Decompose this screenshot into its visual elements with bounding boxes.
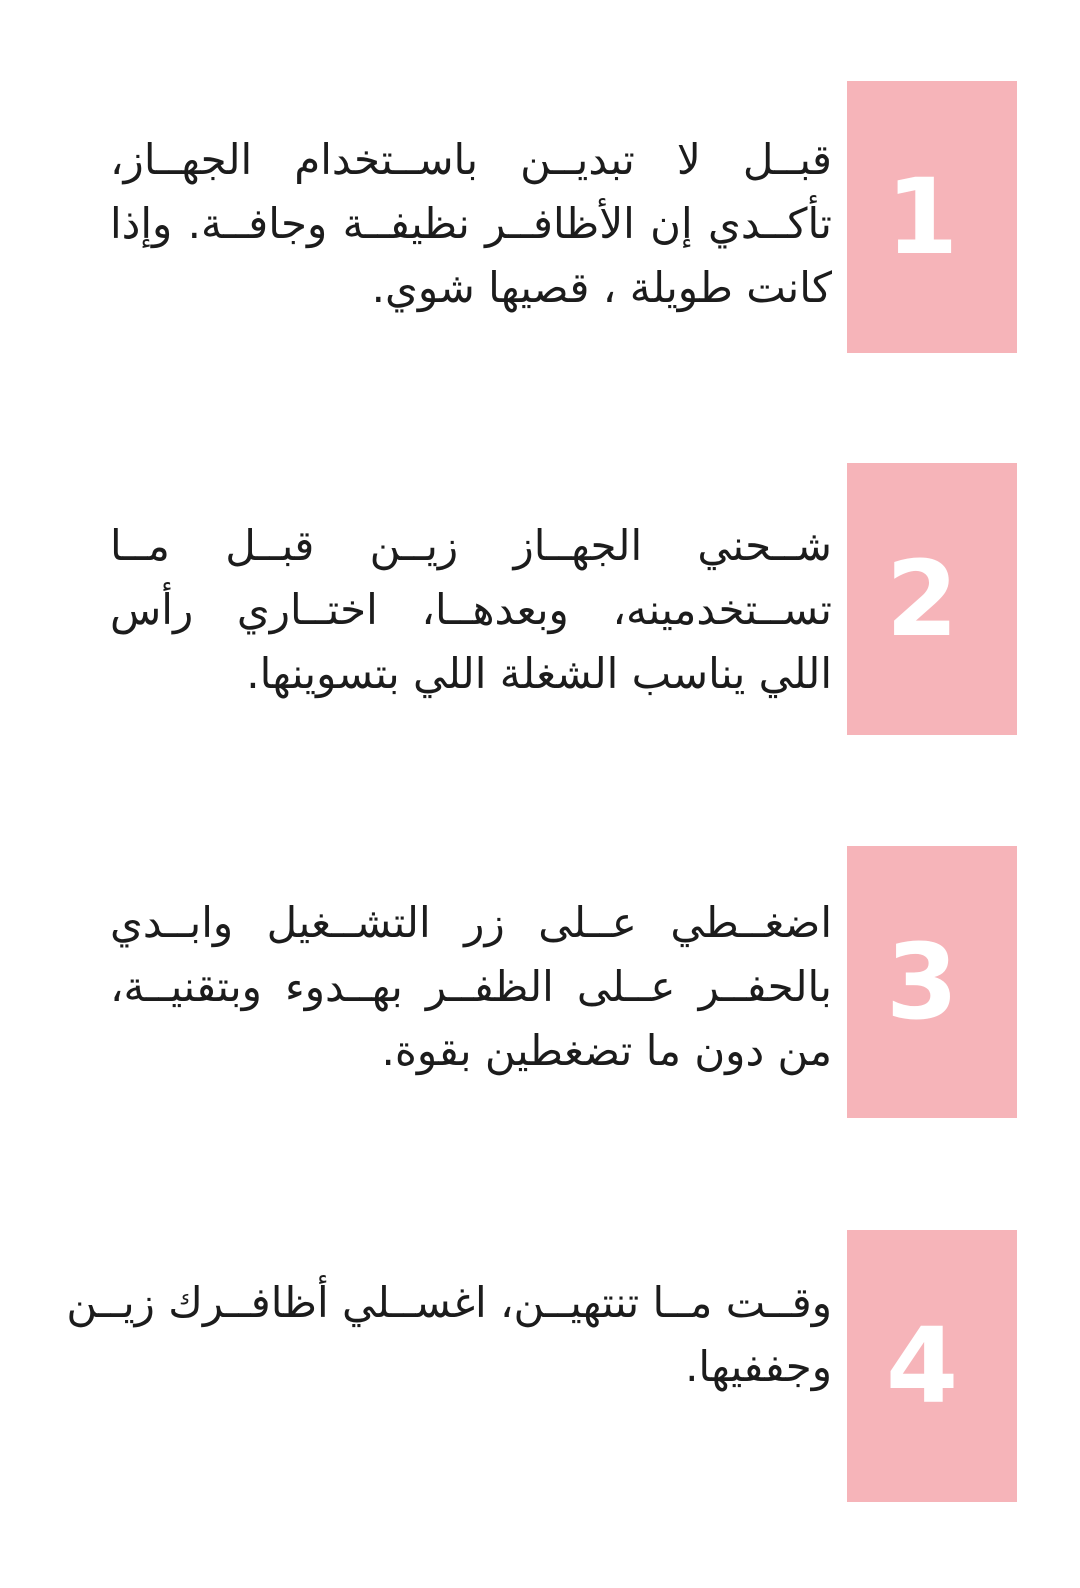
step-text-line: قبــل لا تبديــن باســتخدام الجهــاز،: [110, 135, 832, 184]
step-4-number: 4: [885, 1305, 959, 1427]
step-3-number-tile: [847, 846, 1017, 1118]
step-1-number: 1: [885, 156, 959, 278]
step-text-line: اضغــطي عــلى زر التشــغيل وابــدي: [110, 898, 832, 947]
step-text-line: وقــت مــا تنتهيــن، اغســلي أظافــرك زيــن: [66, 1278, 832, 1327]
step-2-text: [110, 514, 832, 706]
step-text-line: تأكــدي إن الأظافــر نظيفــة وجافــة. وإذا: [110, 199, 832, 248]
step-4-number-tile: [847, 1230, 1017, 1502]
step-4-text: [66, 1271, 832, 1399]
step-text-line: وجففيها.: [685, 1342, 832, 1391]
step-text-line: كانت طويلة ، قصيها شوي.: [371, 263, 832, 312]
step-text-line: بالحفــر عــلى الظفــر بهــدوء وبتقنيــة،: [110, 962, 832, 1011]
step-text-line: اللي يناسب الشغلة اللي بتسوينها.: [246, 649, 832, 698]
step-text-line: من دون ما تضغطين بقوة.: [381, 1026, 832, 1075]
step-1-number-tile: [847, 81, 1017, 353]
step-3-number: 3: [885, 921, 959, 1043]
step-1-text: [110, 128, 832, 320]
step-2-number: 2: [885, 538, 959, 660]
step-3-text: [110, 891, 832, 1083]
step-text-line: تســتخدمينه، وبعدهــا، اختــاري رأس: [110, 585, 832, 634]
step-2-number-tile: [847, 463, 1017, 735]
step-text-line: شــحني الجهــاز زيــن قبــل مــا: [110, 521, 832, 570]
